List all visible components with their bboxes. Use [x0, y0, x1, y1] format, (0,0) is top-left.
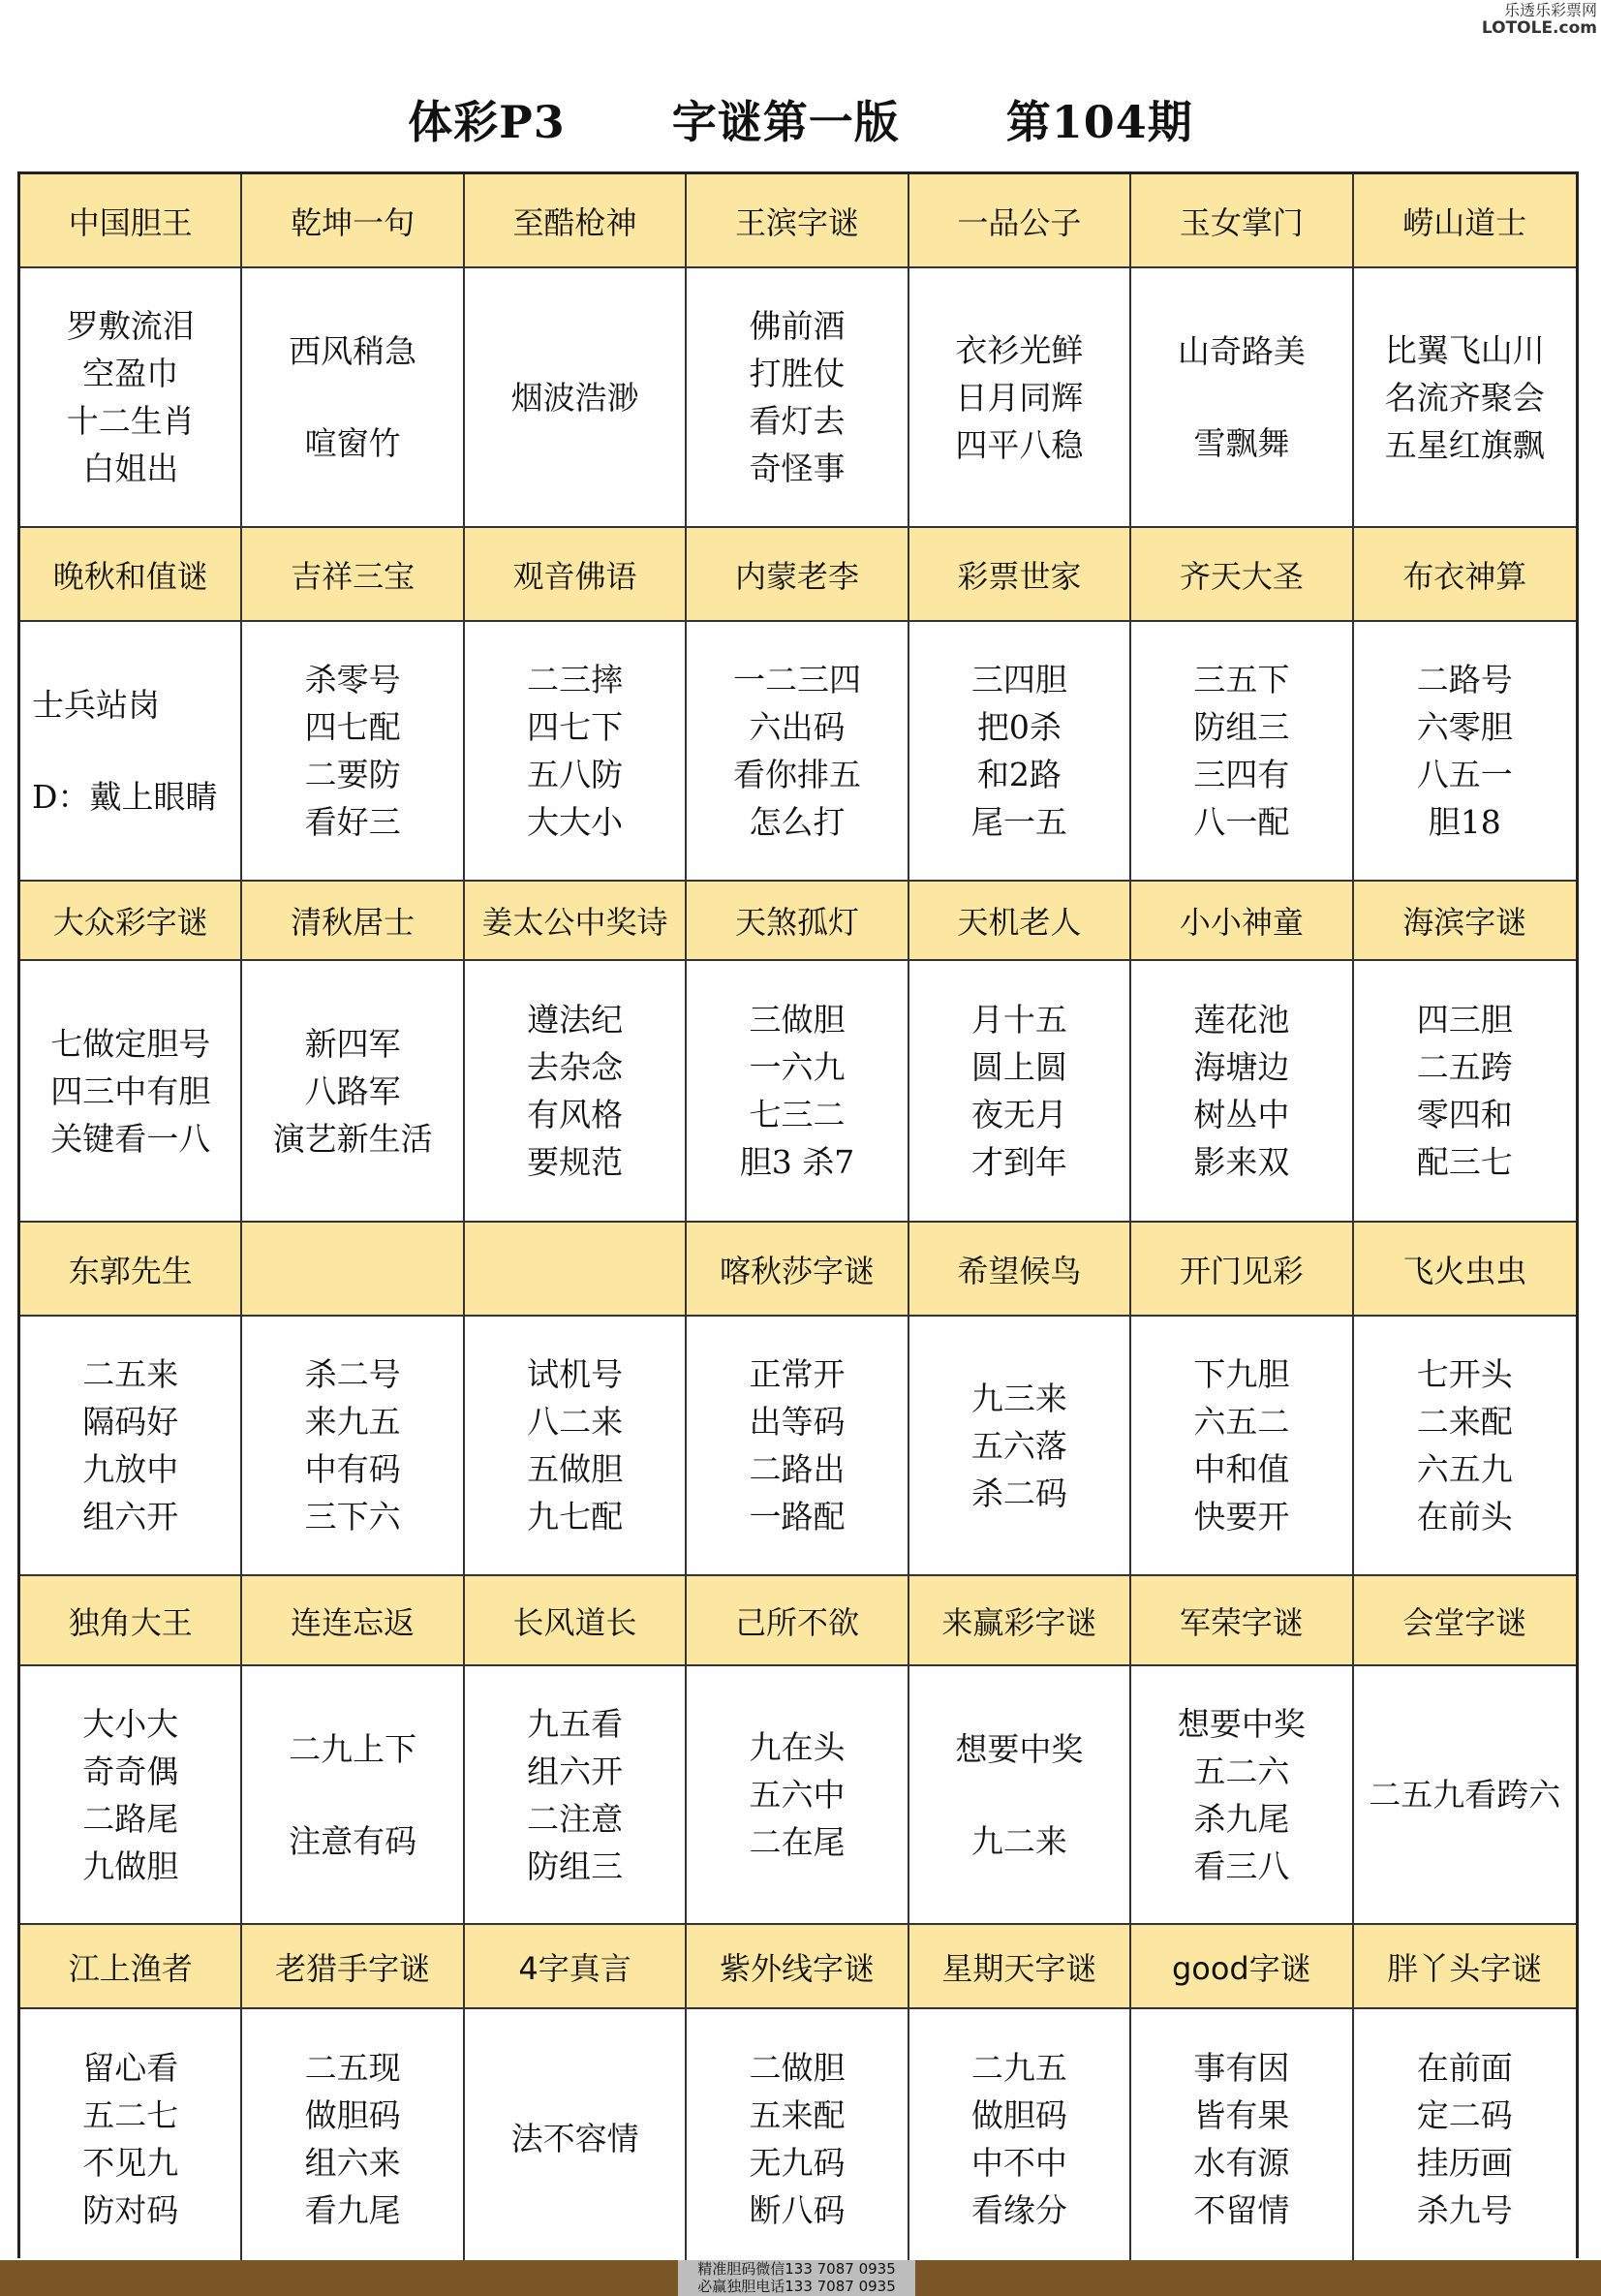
riddle-line: 莲花池: [1193, 1001, 1290, 1039]
riddle-line: 九二来: [970, 1821, 1067, 1860]
riddle-line: 五来配: [749, 2095, 846, 2134]
riddle-line: 看你排五: [732, 756, 861, 793]
column-header: 观音佛语: [465, 528, 687, 622]
column-header: 一品公子: [909, 174, 1131, 268]
riddle-cell: [20, 1317, 242, 1576]
column-header: 开门见彩: [1131, 1223, 1353, 1317]
riddle-line: 胆18: [1428, 803, 1501, 841]
riddle-line: 四平八稳: [955, 425, 1084, 464]
riddle-line: 皆有果: [1193, 2095, 1290, 2134]
riddle-line: 二九五: [970, 2048, 1067, 2087]
column-header: 海滨字谜: [1354, 882, 1576, 961]
riddle-cell: [1354, 268, 1576, 528]
riddle-line: 有风格: [527, 1096, 624, 1133]
riddle-cell: [909, 1317, 1131, 1576]
column-header: 清秋居士: [242, 882, 464, 961]
riddle-line: 做胆码: [970, 2095, 1067, 2134]
riddle-line: 四七配: [304, 708, 401, 746]
column-header: 齐天大圣: [1131, 528, 1353, 622]
column-header: 玉女掌门: [1131, 174, 1353, 268]
riddle-line: 要规范: [527, 1143, 624, 1181]
riddle-cell: [20, 622, 242, 882]
riddle-cell: [687, 2009, 908, 2268]
riddle-line: 二要防: [304, 756, 401, 793]
riddle-line: 组六来: [304, 2143, 401, 2182]
riddle-line: 杀零号: [304, 661, 401, 698]
riddle-line: 五六落: [970, 1426, 1067, 1465]
riddle-cell: [1131, 268, 1353, 528]
column-header: 至酷枪神: [465, 174, 687, 268]
riddle-line: 挂历画: [1416, 2143, 1513, 2182]
riddle-line: 影来双: [1193, 1143, 1290, 1181]
column-header: 天煞孤灯: [687, 882, 908, 961]
column-header: 4字真言: [465, 1925, 687, 2009]
column-header: 彩票世家: [909, 528, 1131, 622]
title-edition: 字谜第一版: [671, 96, 900, 148]
riddle-line: 二五九看跨六: [1369, 1776, 1561, 1814]
riddle-line: 西风稍急: [289, 332, 417, 370]
riddle-cell: [20, 1666, 242, 1925]
column-header: 天机老人: [909, 882, 1131, 961]
riddle-line: 和2路: [976, 756, 1062, 793]
riddle-line: 关键看一八: [50, 1119, 211, 1158]
riddle-line: 八二来: [527, 1403, 624, 1441]
column-header: 独角大王: [20, 1576, 242, 1666]
riddle-line: 出等码: [749, 1403, 846, 1441]
riddle-cell: [687, 961, 908, 1223]
riddle-cell: [242, 1317, 464, 1576]
riddle-line: 三五下: [1193, 661, 1290, 698]
column-header: good字谜: [1131, 1925, 1353, 2009]
column-header: 希望候鸟: [909, 1223, 1131, 1317]
riddle-line: 七开头: [1416, 1355, 1513, 1393]
riddle-cell: [1354, 961, 1576, 1223]
riddle-cell: [687, 268, 908, 528]
riddle-line: 六五二: [1193, 1403, 1290, 1441]
column-header: 姜太公中奖诗: [465, 882, 687, 961]
riddle-line: 八一配: [1193, 803, 1290, 841]
riddle-line: 隔码好: [82, 1403, 179, 1441]
riddle-line: 二五来: [82, 1355, 179, 1393]
riddle-line: 组六开: [527, 1752, 624, 1790]
riddle-line: 九七配: [527, 1498, 624, 1536]
riddle-line: 二路出: [749, 1450, 846, 1488]
riddle-line: 三做胆: [749, 1001, 846, 1039]
riddle-line: 五做胆: [527, 1450, 624, 1488]
riddle-line: 白姐出: [82, 450, 179, 487]
riddle-line: 五六中: [749, 1776, 846, 1814]
riddle-line: 五星红旗飘: [1384, 425, 1545, 464]
riddle-cell: [465, 2009, 687, 2268]
riddle-cell: [1131, 622, 1353, 882]
footer-contact: [678, 2260, 915, 2296]
riddle-cell: [242, 2009, 464, 2268]
riddle-line: 三四有: [1193, 756, 1290, 793]
riddle-line: 配三七: [1416, 1143, 1513, 1181]
riddle-line: 尾一五: [970, 803, 1067, 841]
riddle-line: 喧窗竹: [304, 424, 401, 462]
riddle-cell: [1354, 1317, 1576, 1576]
riddle-line: 名流齐聚会: [1384, 378, 1545, 417]
riddle-line: 奇怪事: [749, 450, 846, 487]
column-header: 胖丫头字谜: [1354, 1925, 1576, 2009]
riddle-line: 雪飘舞: [1193, 424, 1290, 462]
column-header: 大众彩字谜: [20, 882, 242, 961]
riddle-line: 断八码: [749, 2190, 846, 2229]
riddle-line: 快要开: [1193, 1498, 1290, 1536]
riddle-line: 防组三: [1193, 708, 1290, 746]
riddle-line: 四三胆: [1416, 1001, 1513, 1039]
column-header: 喀秋莎字谜: [687, 1223, 908, 1317]
riddle-line: 三下六: [304, 1498, 401, 1536]
column-header: 吉祥三宝: [242, 528, 464, 622]
riddle-line: 七三二: [749, 1096, 846, 1133]
riddle-cell: [1131, 1666, 1353, 1925]
column-header: 长风道长: [465, 1576, 687, 1666]
riddle-line: 月十五: [970, 1001, 1067, 1039]
riddle-line: 九在头: [749, 1728, 846, 1766]
riddle-line: 想要中奖: [1177, 1704, 1306, 1743]
column-header: 布衣神算: [1354, 528, 1576, 622]
riddle-line: 二注意: [527, 1799, 624, 1838]
riddle-line: 五二六: [1193, 1752, 1290, 1790]
riddle-line: 正常开: [749, 1355, 846, 1393]
riddle-line: 二五跨: [1416, 1048, 1513, 1086]
riddle-line: 杀九尾: [1193, 1799, 1290, 1838]
riddle-line: 九五看: [527, 1704, 624, 1743]
riddle-line: 遵法纪: [527, 1001, 624, 1039]
riddle-cell: [20, 268, 242, 528]
riddle-line: 去杂念: [527, 1048, 624, 1086]
column-header: 会堂字谜: [1354, 1576, 1576, 1666]
riddle-line: 九放中: [82, 1450, 179, 1488]
column-header: 紫外线字谜: [687, 1925, 908, 2009]
riddle-line: 怎么打: [749, 803, 846, 841]
page-title: [0, 85, 1601, 153]
riddle-line: 烟波浩渺: [510, 378, 639, 417]
riddle-line: 想要中奖: [955, 1729, 1084, 1768]
riddle-line: 事有因: [1193, 2048, 1290, 2087]
riddle-line: 法不容情: [510, 2120, 639, 2157]
riddle-line: 四七下: [527, 708, 624, 746]
riddle-line: 打胜仗: [749, 355, 846, 392]
title-lottery: 体彩P3: [408, 96, 566, 148]
riddle-line: 注意有码: [289, 1821, 417, 1860]
riddle-cell: [242, 268, 464, 528]
column-header: 来赢彩字谜: [909, 1576, 1131, 1666]
riddle-line: 罗敷流泪: [66, 307, 195, 345]
riddle-line: 中有码: [304, 1450, 401, 1488]
riddle-line: 中和值: [1193, 1450, 1290, 1488]
riddle-line: 留心看: [82, 2048, 179, 2087]
riddle-line: 十二生肖: [66, 402, 195, 440]
riddle-line: 奇奇偶: [82, 1752, 179, 1790]
riddle-line: 二路尾: [82, 1799, 179, 1838]
riddle-cell: [909, 268, 1131, 528]
column-header: 江上渔者: [20, 1925, 242, 2009]
footer-line2: 必赢独胆电话133 7087 0935: [697, 2278, 896, 2295]
watermark-line1: 乐透乐彩票网: [1503, 1, 1597, 19]
column-header: 飞火虫虫: [1354, 1223, 1576, 1317]
column-header: 乾坤一句: [242, 174, 464, 268]
riddle-cell: [1354, 622, 1576, 882]
riddle-cell: [1131, 961, 1353, 1223]
riddle-line: 看好三: [304, 803, 401, 841]
riddle-line: 二做胆: [749, 2048, 846, 2087]
riddle-cell: [242, 961, 464, 1223]
riddle-line: 七做定胆号: [50, 1024, 211, 1063]
column-header: 中国胆王: [20, 174, 242, 268]
riddle-line: 比翼飞山川: [1384, 330, 1545, 369]
column-header: 己所不欲: [687, 1576, 908, 1666]
riddle-line: 二在尾: [749, 1823, 846, 1861]
riddle-cell: [465, 961, 687, 1223]
column-header: [465, 1223, 687, 1317]
riddle-line: 四三中有胆: [50, 1071, 211, 1110]
riddle-line: 二九上下: [289, 1729, 417, 1768]
riddle-line: 六零胆: [1416, 708, 1513, 746]
column-header: 东郭先生: [20, 1223, 242, 1317]
riddle-line: 八五一: [1416, 756, 1513, 793]
riddle-line: 零四和: [1416, 1096, 1513, 1133]
riddle-cell: [465, 1666, 687, 1925]
riddle-line: 大小大: [82, 1704, 179, 1743]
riddle-line: 九做胆: [82, 1846, 179, 1885]
riddle-cell: [909, 622, 1131, 882]
riddle-line: 做胆码: [304, 2095, 401, 2134]
riddle-line: 一二三四: [732, 661, 861, 698]
riddle-line: 才到年: [970, 1143, 1067, 1181]
riddle-line: 衣衫光鲜: [955, 330, 1084, 369]
riddle-line: 一六九: [749, 1048, 846, 1086]
column-header: 内蒙老李: [687, 528, 908, 622]
column-header: 晚秋和值谜: [20, 528, 242, 622]
riddle-line: 杀二号: [304, 1355, 401, 1393]
column-header: [242, 1223, 464, 1317]
riddle-line: 五二七: [82, 2095, 179, 2134]
riddle-line: 无九码: [749, 2143, 846, 2182]
riddle-cell: [465, 1317, 687, 1576]
riddle-line: 六五九: [1416, 1450, 1513, 1488]
riddle-cell: [1131, 2009, 1353, 2268]
riddle-table: [17, 171, 1579, 2258]
riddle-line: 下九胆: [1193, 1355, 1290, 1393]
riddle-line: 空盈巾: [82, 355, 179, 392]
footer-line1: 精准胆码微信133 7087 0935: [697, 2260, 896, 2278]
riddle-line: 在前头: [1416, 1498, 1513, 1536]
riddle-line: 把0杀: [976, 708, 1062, 746]
column-header: 星期天字谜: [909, 1925, 1131, 2009]
riddle-line: 定二码: [1416, 2095, 1513, 2134]
site-watermark: [1482, 2, 1597, 37]
riddle-cell: [909, 1666, 1131, 1925]
riddle-line: 试机号: [527, 1355, 624, 1393]
riddle-cell: [687, 1317, 908, 1576]
riddle-line: 树丛中: [1193, 1096, 1290, 1133]
riddle-line: D：戴上眼睛: [32, 778, 218, 816]
riddle-line: 防对码: [82, 2190, 179, 2229]
riddle-line: 看三八: [1193, 1846, 1290, 1885]
column-header: 王滨字谜: [687, 174, 908, 268]
riddle-line: 五八防: [527, 756, 624, 793]
title-issue: 第104期: [1005, 96, 1193, 148]
riddle-line: 组六开: [82, 1498, 179, 1536]
riddle-line: 二五现: [304, 2048, 401, 2087]
riddle-line: 佛前酒: [749, 307, 846, 345]
riddle-line: 二来配: [1416, 1403, 1513, 1441]
column-header: 连连忘返: [242, 1576, 464, 1666]
watermark-line2: LOTOLE.com: [1481, 18, 1597, 38]
riddle-cell: [687, 622, 908, 882]
riddle-line: 八路军: [304, 1071, 401, 1110]
riddle-line: 日月同辉: [955, 378, 1084, 417]
riddle-cell: [465, 622, 687, 882]
riddle-line: 水有源: [1193, 2143, 1290, 2182]
riddle-line: 一路配: [749, 1498, 846, 1536]
riddle-line: 杀九号: [1416, 2190, 1513, 2229]
riddle-line: 三四胆: [970, 661, 1067, 698]
column-header: 小小神童: [1131, 882, 1353, 961]
riddle-line: 海塘边: [1193, 1048, 1290, 1086]
riddle-line: 二路号: [1416, 661, 1513, 698]
riddle-cell: [242, 622, 464, 882]
riddle-line: 中不中: [970, 2143, 1067, 2182]
riddle-line: 杀二码: [970, 1474, 1067, 1512]
riddle-line: 看缘分: [970, 2190, 1067, 2229]
riddle-cell: [687, 1666, 908, 1925]
riddle-line: 演艺新生活: [272, 1119, 433, 1158]
riddle-line: 在前面: [1416, 2048, 1513, 2087]
riddle-line: 大大小: [527, 803, 624, 841]
column-header: 崂山道士: [1354, 174, 1576, 268]
riddle-line: 看九尾: [304, 2190, 401, 2229]
riddle-line: 防组三: [527, 1846, 624, 1885]
riddle-cell: [909, 2009, 1131, 2268]
riddle-cell: [20, 2009, 242, 2268]
riddle-line: 胆3 杀7: [739, 1143, 855, 1181]
riddle-cell: [20, 961, 242, 1223]
riddle-line: 新四军: [304, 1024, 401, 1063]
riddle-line: 九三来: [970, 1379, 1067, 1417]
riddle-cell: [242, 1666, 464, 1925]
riddle-line: 不见九: [82, 2143, 179, 2182]
riddle-line: 夜无月: [970, 1096, 1067, 1133]
riddle-line: 士兵站岗: [32, 686, 160, 724]
riddle-cell: [1354, 2009, 1576, 2268]
riddle-line: 不留情: [1193, 2190, 1290, 2229]
riddle-line: 山奇路美: [1177, 332, 1306, 370]
riddle-line: 二三摔: [527, 661, 624, 698]
riddle-line: 来九五: [304, 1403, 401, 1441]
riddle-line: 六出码: [749, 708, 846, 746]
column-header: 军荣字谜: [1131, 1576, 1353, 1666]
riddle-cell: [1131, 1317, 1353, 1576]
column-header: 老猎手字谜: [242, 1925, 464, 2009]
riddle-cell: [465, 268, 687, 528]
riddle-line: 圆上圆: [970, 1048, 1067, 1086]
riddle-line: 看灯去: [749, 402, 846, 440]
riddle-cell: [909, 961, 1131, 1223]
riddle-cell: [1354, 1666, 1576, 1925]
